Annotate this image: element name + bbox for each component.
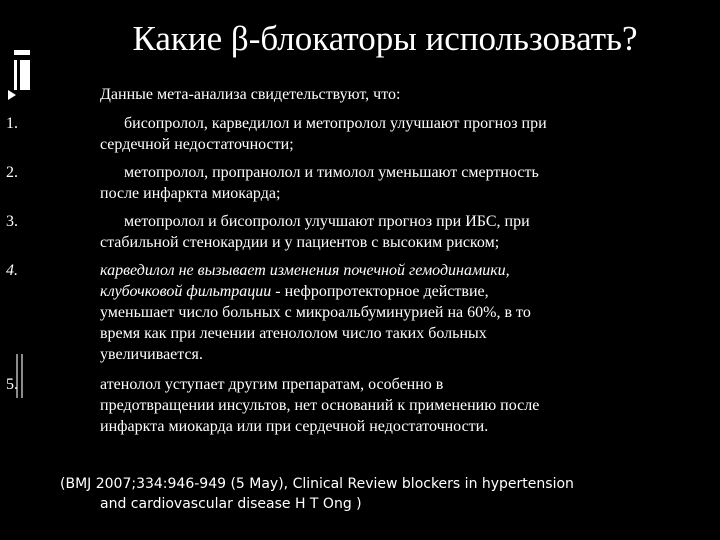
list-item-line: предотвращении инсультов, нет оснований к применению после — [100, 397, 540, 414]
decorative-bar — [14, 50, 30, 55]
list-number: 4. — [6, 262, 18, 279]
list-item-line: сердечной недостаточности; — [100, 136, 294, 153]
text-run: - нефропротекторное действие, — [271, 283, 489, 300]
bullet-arrow-icon — [8, 90, 16, 100]
slide-title: Какие β-блокаторы использовать? — [132, 19, 638, 58]
italic-phrase: клубочковой фильтрации — [100, 283, 272, 300]
list-item-line: уменьшает число больных с микроальбуминурией на 60%, в то — [100, 304, 531, 321]
list-item-line — [100, 281, 694, 302]
list-item-line: карведилол не вызывает изменения почечной гемодинамики, — [100, 262, 510, 279]
list-item-line: стабильной стенокардии и у пациентов с высоким риском; — [100, 234, 500, 251]
intro-text: Данные мета-анализа свидетельствуют, что: — [100, 86, 401, 103]
list-item-line: после инфаркта миокарда; — [100, 185, 281, 202]
decorative-bar — [20, 60, 30, 90]
list-item-line: инфаркта миокарда или при сердечной недостаточности. — [100, 418, 489, 435]
reference-line: (BMJ 2007;334:946-949 (5 May), Clinical Review blockers in hypertension — [60, 476, 574, 492]
list-item-line: бисопролол, карведилол и метопролол улучшают прогноз при — [124, 115, 547, 132]
list-number: 5. — [6, 376, 18, 393]
reference-line: and cardiovascular disease H T Ong ) — [100, 496, 362, 512]
list-number: 1. — [6, 115, 18, 132]
decorative-bar — [14, 60, 17, 90]
list-item-line: атенолол уступает другим препаратам, особенно в — [100, 376, 444, 393]
list-item-line: метопролол, пропранолол и тимолол уменьшают смертность — [124, 164, 539, 181]
reference-citation — [60, 474, 700, 514]
list-item-line: время как при лечении атенололом число таких больных — [100, 325, 487, 342]
list-item-line: метопролол и бисопролол улучшают прогноз при ИБС, при — [124, 213, 530, 230]
list-item-line: увеличивается. — [100, 346, 203, 363]
list-number: 2. — [6, 164, 18, 181]
list-number: 3. — [6, 213, 18, 230]
